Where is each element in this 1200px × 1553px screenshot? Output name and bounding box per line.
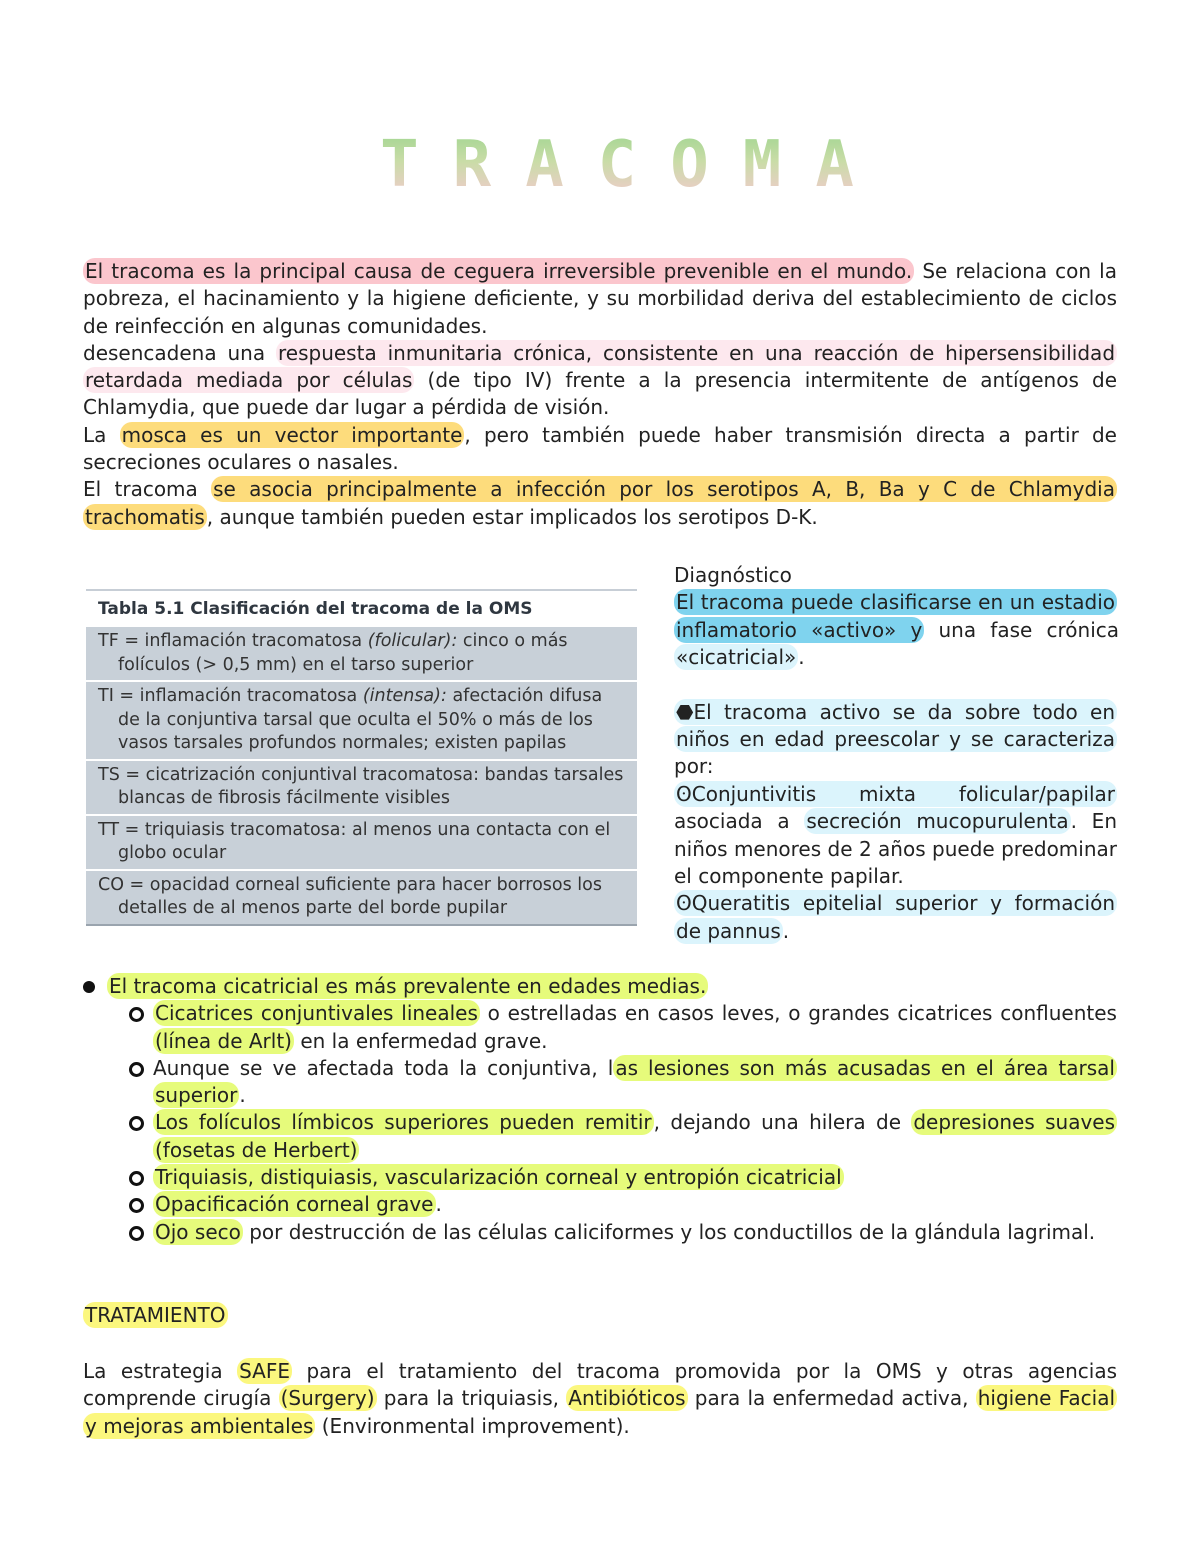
text: por destrucción de las células caliciformes y los conductillos de la glándula lagrimal. [242, 1219, 1096, 1244]
diagnosis-section [674, 562, 1120, 945]
intro-paragraph-1 [83, 258, 1117, 340]
text: o estrelladas en casos leves, o grandes cicatrices confluentes [479, 1001, 1117, 1026]
text: . [782, 918, 790, 943]
highlight-yellow: Antibióticos [568, 1386, 686, 1411]
highlight-lime: Opacificación corneal grave [155, 1192, 434, 1217]
table-row [86, 869, 637, 926]
highlight-yellow: TRATAMIENTO [85, 1303, 226, 1327]
highlight-light-blue: ʘQueratitis epitelial superior y formación de pannus [676, 891, 1115, 943]
highlight-light-blue: ʘConjuntivitis mixta folicular/papilar [676, 781, 1115, 806]
highlight-lime: Cicatrices conjuntivales lineales [155, 1001, 478, 1026]
text: . En niños menores de 2 años puede predominar el componente papilar. [674, 809, 1117, 889]
text: una fase crónica [924, 617, 1120, 642]
table-caption: Tabla 5.1 Clasificación del tracoma de la OMS [86, 589, 637, 625]
text: por: [674, 754, 714, 779]
text: , pero también puede haber transmisión directa a partir de secreciones oculares o nasales. [83, 422, 1117, 475]
list-item [153, 1055, 1117, 1110]
highlight-yellow: SAFE [239, 1359, 290, 1383]
intro-section [83, 258, 1117, 531]
highlight-light-blue: «cicatricial» [676, 645, 797, 670]
cicatricial-lead [83, 973, 1117, 1000]
row-text: CO = opacidad corneal suficiente para hacer borrosos los detalles de al menos parte del borde pupilar [98, 874, 602, 918]
list-item [153, 1000, 1117, 1055]
table-row [86, 680, 637, 759]
highlight-orange: se asocia principalmente a infección por los serotipos A, B, Ba y C de Chlamydia trachomatis [85, 477, 1115, 529]
highlight-lime: Triquiasis, distiquiasis, vascularización corneal y entropión cicatricial [155, 1165, 842, 1190]
list-item [153, 1191, 1117, 1218]
highlight-lime: depresiones suaves (fosetas de Herbert) [155, 1110, 1116, 1162]
treatment-paragraph [83, 1358, 1117, 1440]
highlight-lime: (línea de Arlt) [155, 1028, 292, 1053]
spacer [674, 672, 1117, 699]
diagnosis-heading: Diagnóstico [674, 563, 792, 587]
who-classification-table [86, 589, 637, 926]
cicatricial-section [83, 973, 1117, 1246]
treatment-heading [83, 1303, 228, 1327]
text: , dejando una hilera de [653, 1110, 912, 1135]
text: . [798, 645, 805, 670]
text: . [435, 1192, 442, 1217]
row-text: TS = cicatrización conjuntival tracomatosa: bandas tarsales blancas de fibrosis fácilmente visibles [98, 764, 624, 808]
highlight-red: El tracoma es la principal causa de ceguera irreversible prevenible en el mundo. [85, 259, 913, 283]
text: . [239, 1083, 246, 1108]
text: para la enfermedad activa, [687, 1386, 976, 1411]
intro-paragraph-4 [83, 476, 1117, 531]
highlight-yellow: higiene Facial y mejoras ambientales [85, 1386, 1116, 1438]
highlight-lime: El tracoma cicatricial es más prevalente en edades medias. [109, 974, 707, 998]
text: para el tratamiento del tracoma promovida por la OMS y otras agencias comprende cirugía [83, 1359, 1117, 1411]
highlight-lime: Los folículos límbicos superiores pueden remitir [155, 1110, 652, 1135]
page-title: TRACOMA [380, 128, 888, 202]
text: para la triquiasis, [376, 1386, 567, 1411]
diagnosis-paragraph-1 [674, 589, 1120, 671]
highlight-yellow: (Surgery) [280, 1386, 375, 1411]
diagnosis-paragraph-3 [674, 781, 1117, 891]
highlight-lime: as lesiones son más acusadas en el área tarsal superior [155, 1055, 1115, 1108]
text: (Environmental improvement). [315, 1413, 630, 1438]
table-row [86, 625, 637, 680]
diagnosis-paragraph-2 [674, 699, 1117, 781]
highlight-blue: El tracoma puede clasificarse en un estadio inflamatorio «activo» y [676, 590, 1115, 642]
text: Aunque se ve afectada toda la conjuntiva, l [153, 1055, 614, 1080]
table-row [86, 814, 637, 869]
highlight-pink: respuesta inmunitaria crónica, consistente en una reacción de hipersensibilidad retardada mediada por células [85, 340, 1116, 393]
text: en la enfermedad grave. [293, 1028, 548, 1053]
row-text: TI = inflamación tracomatosa [98, 686, 363, 706]
list-item [153, 1109, 1117, 1164]
list-item [153, 1219, 1117, 1246]
row-text: TT = triquiasis tracomatosa: al menos una contacta con el globo ocular [98, 819, 611, 863]
list-item [153, 1164, 1117, 1191]
highlight-orange: mosca es un vector importante [121, 422, 463, 447]
text: La estrategia [83, 1359, 238, 1383]
diagnosis-paragraph-4 [674, 890, 1117, 945]
highlight-lime: Ojo seco [155, 1219, 241, 1244]
text: La [83, 422, 120, 447]
table-row [86, 759, 637, 814]
row-emphasis: (folicular): [367, 631, 458, 651]
intro-paragraph-3 [83, 422, 1117, 477]
row-text: TF = inflamación tracomatosa [98, 631, 368, 651]
text: , aunque también pueden estar implicados los serotipos D-K. [206, 504, 818, 529]
row-emphasis: (intensa): [362, 686, 447, 706]
text: El tracoma [83, 477, 212, 502]
row-text: afectación difusa de la conjuntiva tarsal que oculta el 50% o más de los vasos tarsales profundos normales; existen papilas [118, 686, 603, 753]
text: (de tipo IV) frente a la presencia intermitente de antígenos de Chlamydia, que puede dar lugar a pérdida de visión. [83, 368, 1117, 420]
highlight-light-blue: secreción mucopurulenta [806, 809, 1069, 834]
text: asociada a [674, 809, 805, 834]
cicatricial-list [83, 1000, 1117, 1246]
text: desencadena una [83, 340, 276, 365]
row-text: cinco o más folículos (> 0,5 mm) en el tarso superior [118, 631, 568, 675]
intro-paragraph-2 [83, 340, 1117, 422]
highlight-light-blue: ⬣El tracoma activo se da sobre todo en niños en edad preescolar y se caracteriza [676, 699, 1115, 752]
text: Se relaciona con la pobreza, el hacinamiento y la higiene deficiente, y su morbilidad deriva del establecimiento de ciclos de reinfección en algunas comunidades. [83, 259, 1117, 338]
